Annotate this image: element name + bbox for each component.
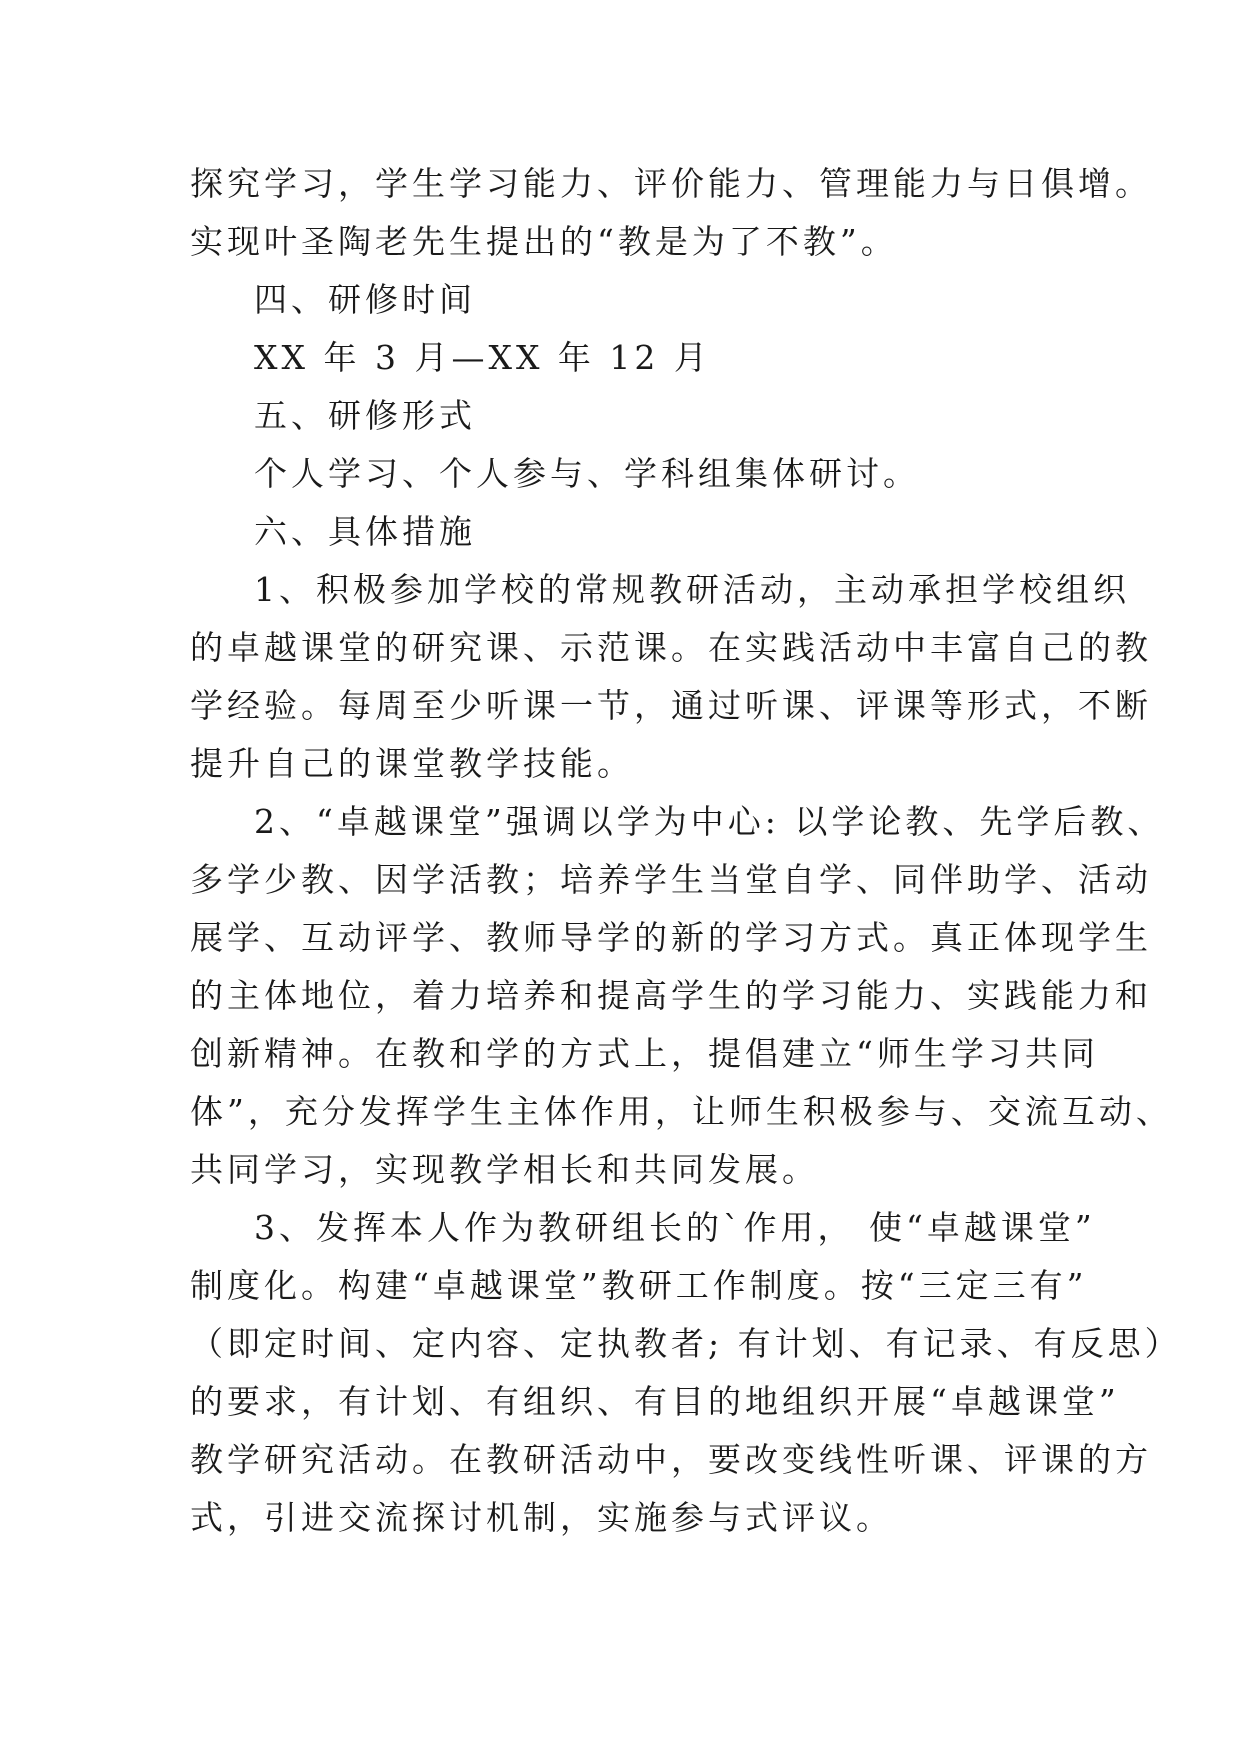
text-line: 的主体地位，着力培养和提高学生的学习能力、实践能力和: [190, 976, 1152, 1015]
text-line: 1、积极参加学校的常规教研活动，主动承担学校组织: [254, 570, 1130, 609]
heading-research-time: [190, 271, 1070, 329]
heading-text: 四、研修时间: [254, 280, 476, 319]
measure-3: [190, 1199, 1182, 1547]
text-line: 体”，充分发挥学生主体作用，让师生积极参与、交流互动、: [190, 1092, 1173, 1131]
heading-specific-measures: [190, 503, 1070, 561]
text-line: 制度化。构建“卓越课堂”教研工作制度。按“三定三有”: [190, 1266, 1088, 1305]
form-text: 个人学习、个人参与、学科组集体研讨。: [254, 454, 920, 493]
text-line: 的卓越课堂的研究课、示范课。在实践活动中丰富自己的教: [190, 628, 1152, 667]
text-line: 学经验。每周至少听课一节，通过听课、评课等形式，不断: [190, 686, 1152, 725]
text-line: 式，引进交流探讨机制，实施参与式评议。: [190, 1498, 893, 1537]
text-line: 的要求，有计划、有组织、有目的地组织开展“卓越课堂”: [190, 1382, 1120, 1421]
measure-2: [190, 793, 1173, 1199]
text-line: 提升自己的课堂教学技能。: [190, 744, 634, 783]
document-body: [190, 155, 1182, 1547]
text-line: 创新精神。在教和学的方式上，提倡建立“师生学习共同: [190, 1034, 1099, 1073]
measure-1: [190, 561, 1152, 793]
text-line: 探究学习，学生学习能力、评价能力、管理能力与日俱增。: [190, 164, 1152, 203]
time-text: XX 年 3 月—XX 年 12 月: [254, 338, 711, 377]
heading-text: 五、研修形式: [254, 396, 476, 435]
text-line: （即定时间、定内容、定执教者; 有计划、有记录、有反思）: [190, 1324, 1182, 1363]
text-line: 教学研究活动。在教研活动中，要改变线性听课、评课的方: [190, 1440, 1152, 1479]
text-line: 共同学习，实现教学相长和共同发展。: [190, 1150, 819, 1189]
text-line: 展学、互动评学、教师导学的新的学习方式。真正体现学生: [190, 918, 1152, 957]
research-form-value: [190, 445, 1070, 503]
text-line: 实现叶圣陶老先生提出的“教是为了不教”。: [190, 222, 898, 261]
heading-text: 六、具体措施: [254, 512, 476, 551]
text-line: 3、发挥本人作为教研组长的`作用， 使“卓越课堂”: [254, 1208, 1096, 1247]
heading-research-form: [190, 387, 1070, 445]
text-line: 多学少教、因学活教；培养学生当堂自学、同伴助学、活动: [190, 860, 1152, 899]
paragraph-inquiry-learning: [190, 155, 1152, 271]
text-line: 2、“卓越课堂”强调以学为中心: 以学论教、先学后教、: [254, 802, 1165, 841]
research-time-value: [190, 329, 1070, 387]
